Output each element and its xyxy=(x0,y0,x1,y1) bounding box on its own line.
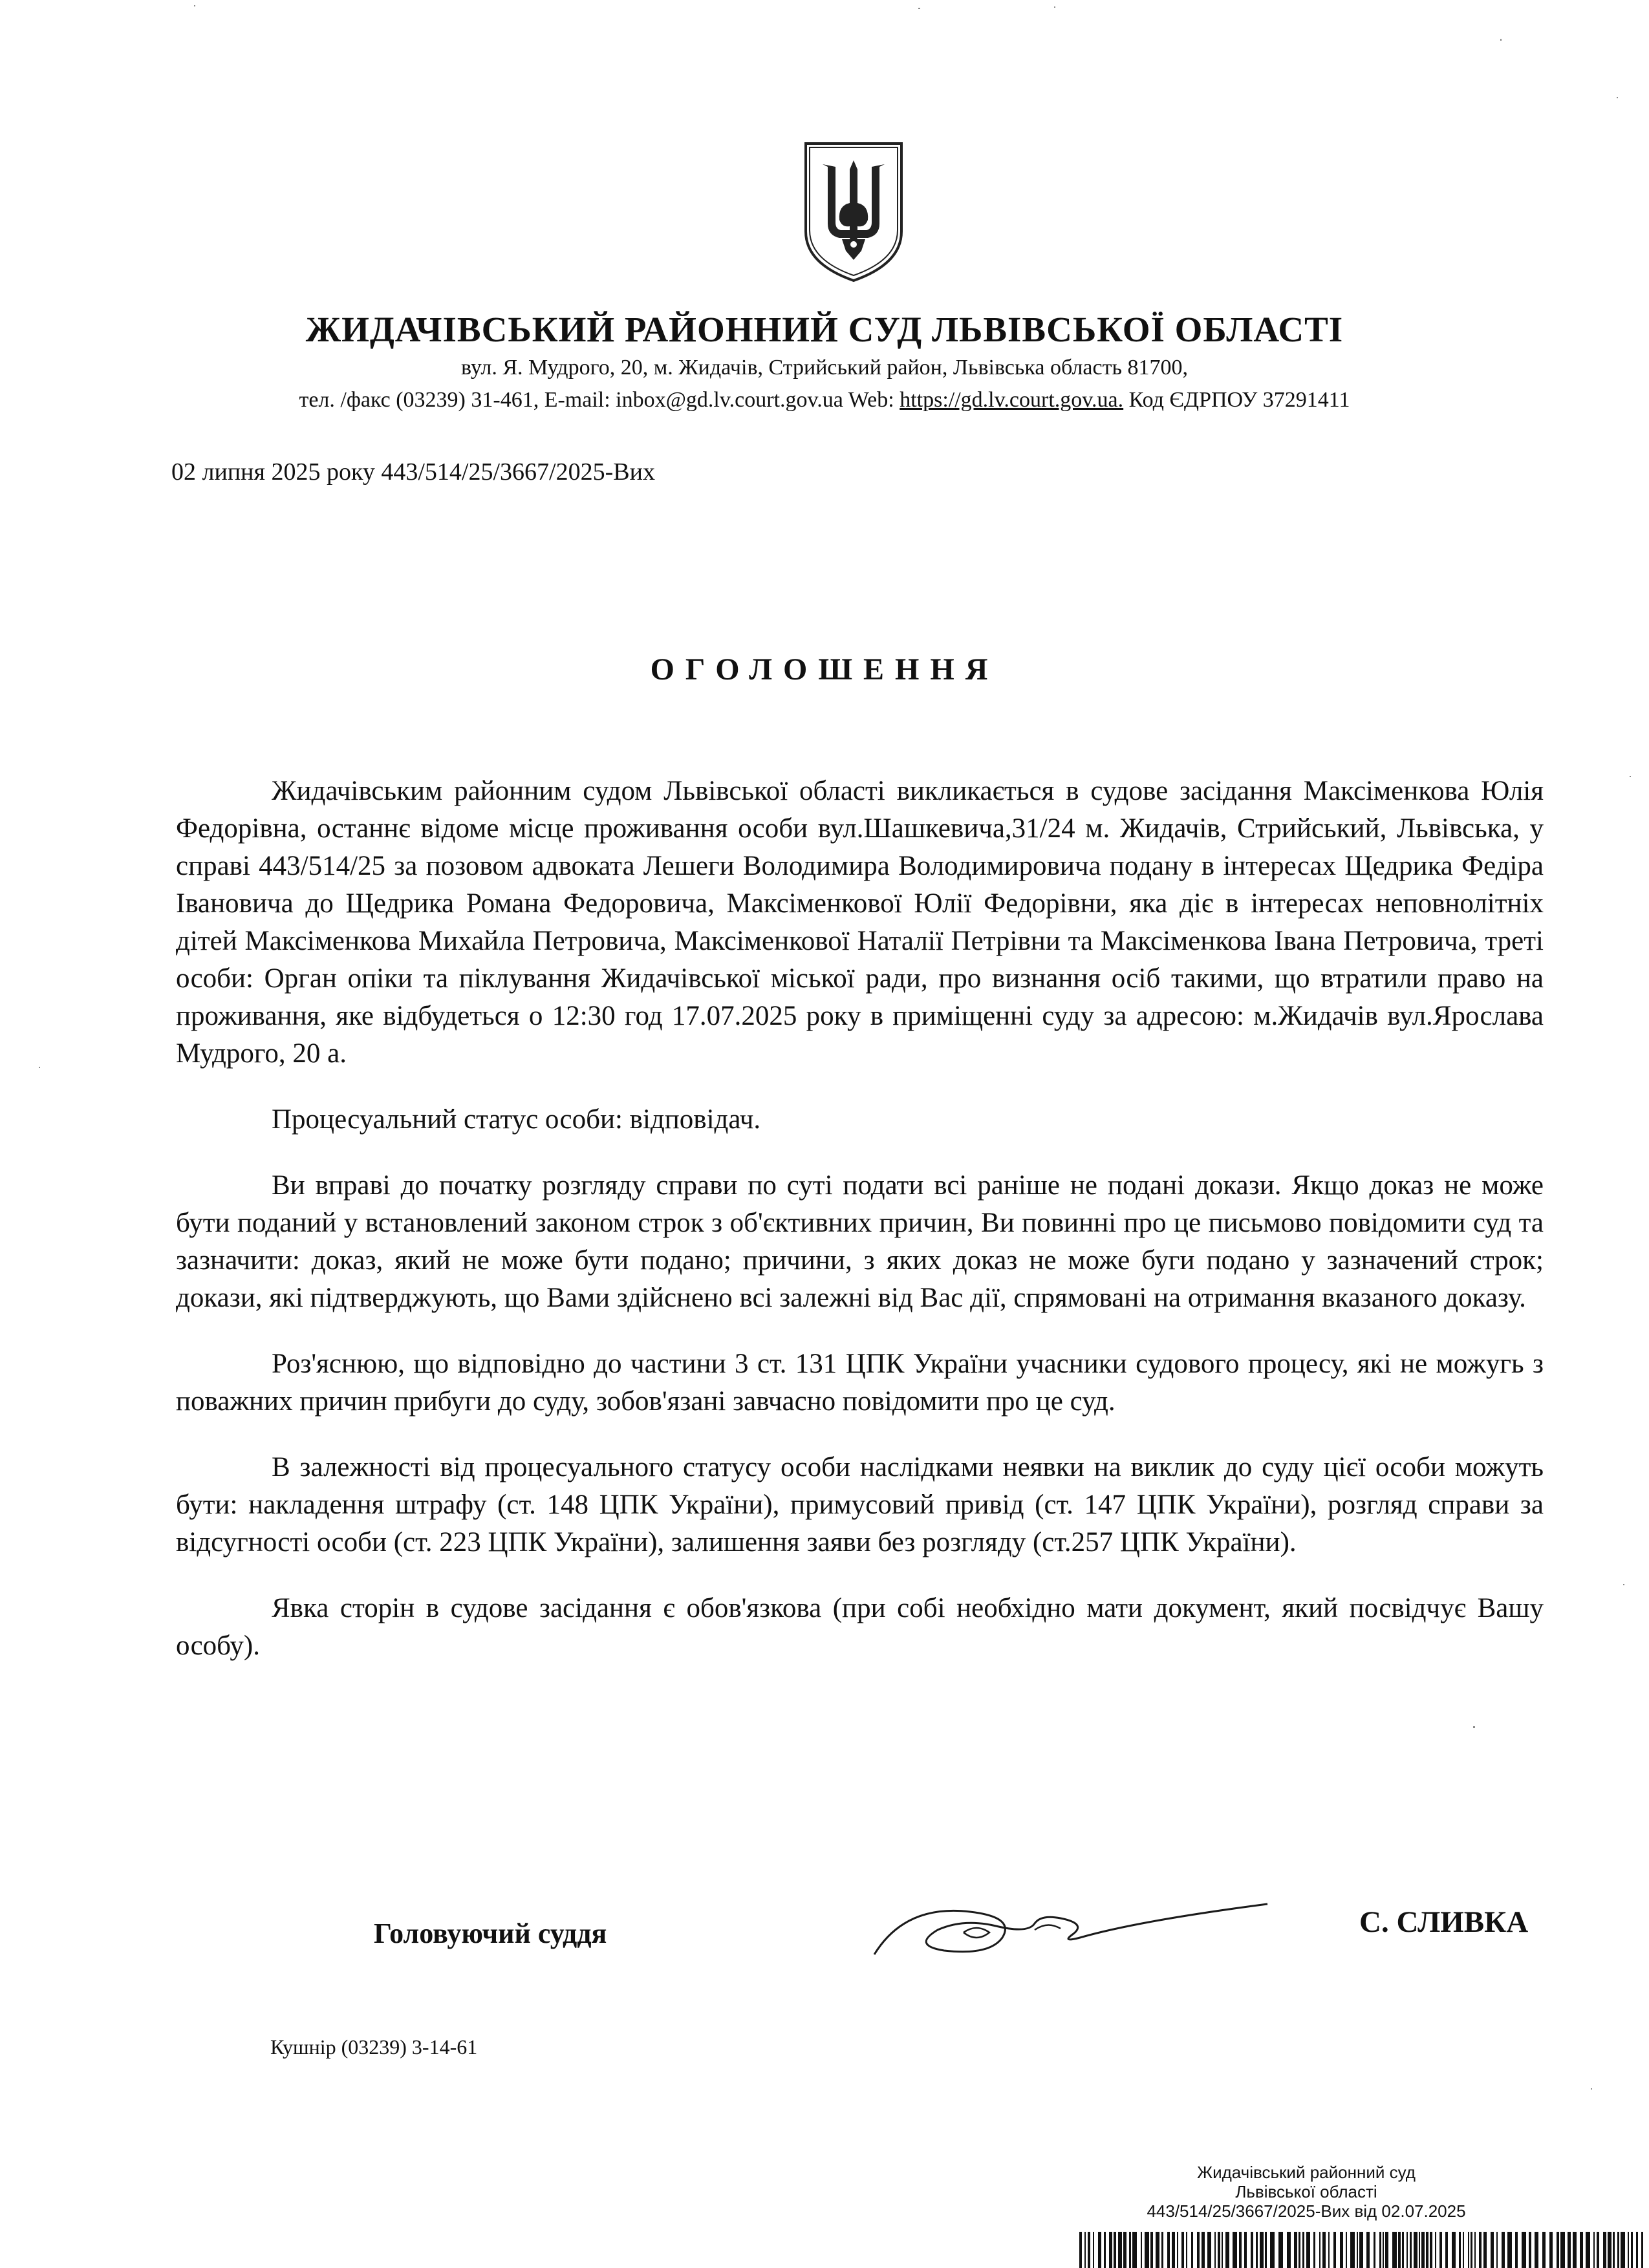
barcode-bar xyxy=(1302,2232,1304,2268)
barcode-bar xyxy=(1468,2232,1469,2268)
barcode-bar xyxy=(1114,2232,1116,2268)
barcode-bar xyxy=(1299,2232,1300,2268)
barcode-bar xyxy=(1132,2232,1137,2268)
barcode-bar xyxy=(1421,2232,1425,2268)
barcode-bar xyxy=(1167,2232,1170,2268)
barcode-bar xyxy=(1218,2232,1220,2268)
barcode-bar xyxy=(1207,2232,1211,2268)
barcode-bar xyxy=(1079,2232,1082,2268)
barcode-bar xyxy=(1256,2232,1258,2268)
barcode-bar xyxy=(1118,2232,1122,2268)
barcode-bar xyxy=(1239,2232,1242,2268)
barcode-bar xyxy=(1636,2232,1638,2268)
barcode-bar xyxy=(1522,2232,1526,2268)
paragraph-evidence: Ви вправі до початку розгляду справи по суті подати всі раніше не подані докази. Якщо доказ не може бути поданий у встановлений законом строк з об'єктивних причин, Ви повинні про це письмово повідомити суд та зазначити: доказ, який не може бути подано; причини, з яких доказ не може буги подано у зазначений строк; докази, які підтверджують, що Вами здійснено всі залежні від Вас дії, спрямовані на отримання вказаного доказу. xyxy=(176,1170,1544,1313)
barcode-bar xyxy=(1306,2232,1310,2268)
barcode-bar xyxy=(1287,2232,1291,2268)
barcode-bar xyxy=(1385,2232,1388,2268)
barcode-bar xyxy=(1379,2232,1381,2268)
barcode-bar xyxy=(1631,2232,1633,2268)
barcode-bar xyxy=(1608,2232,1611,2268)
clerk-contact: Кушнір (03239) 3-14-61 xyxy=(270,2035,478,2059)
barcode-bar xyxy=(1617,2232,1619,2268)
barcode-bar xyxy=(1214,2232,1216,2268)
court-address: вул. Я. Мудрого, 20, м. Жидачів, Стрийський район, Львівська область 81700, xyxy=(461,356,1188,380)
barcode-bar xyxy=(1491,2232,1494,2268)
barcode-bar xyxy=(1621,2232,1625,2268)
barcode-bar xyxy=(1383,2232,1384,2268)
barcode-bar xyxy=(1156,2232,1159,2268)
contacts-text: тел. /факс (03239) 31-461, E-mail: inbox@gd.lv.court.gov.ua Web: xyxy=(299,388,900,412)
barcode-bar xyxy=(1328,2232,1330,2268)
judge-role: Головуючий суддя xyxy=(374,1918,607,1949)
barcode-bar xyxy=(1191,2232,1193,2268)
paragraph-consequences: В залежності від процесуального статусу особи наслідками неявки на виклик до суду цієї особи можуть бути: накладення штрафу (ст. 148 ЦПК України), примусовий привід (ст. 147 ЦПК України), розгляд справи за відсугності особи (ст. 223 ЦПК України), залишення заяви без розгляду (ст.257 ЦПК України). xyxy=(176,1452,1544,1557)
paragraph-summons: Жидачівським районним судом Львівської області викликається в судове засідання Максіменкова Юлія Федорівна, останнє відоме місце проживання особи вул.Шашкевича,31/24 м. Жидачів, Стрийський, Львівська, у справі 443/514/25 за позовом адвоката Лешеги Володимира Володимировича подану в інтересах Щедрика Федіра Івановича до Щедрика Романа Федоровича, Максіменкової Юлії Федорівни, яка діє в інтересах неповнолітніх дітей Максіменкова Михайла Петровича, Максіменкової Наталії Петрівни та Максіменкова Івана Петровича, треті особи: Орган опіки та піклування Жидачівської міської ради, про визнання осіб такими, що втратили право на проживання, яке відбудеться о 12:30 год 17.07.2025 року в приміщенні суду за адресою: м.Жидачів вул.Ярослава Мудрого, 20 а. xyxy=(176,776,1544,1069)
stamp-region: Львівської області xyxy=(1235,2182,1377,2201)
barcode-bar xyxy=(1172,2232,1175,2268)
registration-stamp xyxy=(1086,2163,1526,2221)
barcode-bar xyxy=(1586,2232,1590,2268)
barcode-bar xyxy=(1202,2232,1205,2268)
barcode-bar xyxy=(1333,2232,1336,2268)
barcode-bar xyxy=(1507,2232,1512,2268)
barcode-bar xyxy=(1474,2232,1476,2268)
barcode-bar xyxy=(1502,2232,1505,2268)
barcode-bar xyxy=(1129,2232,1131,2268)
web-link[interactable]: https://gd.lv.court.gov.ua. xyxy=(900,388,1124,412)
handwritten-signature xyxy=(867,1878,1280,1975)
barcode-bar xyxy=(1222,2232,1223,2268)
court-name: ЖИДАЧІВСЬКИЙ РАЙОННИЙ СУД ЛЬВІВСЬКОЇ ОБЛАСТІ xyxy=(305,310,1344,349)
barcode-bar xyxy=(1366,2232,1370,2268)
barcode-bar xyxy=(1150,2232,1153,2268)
barcode-bar xyxy=(1430,2232,1432,2268)
barcode-bar xyxy=(1251,2232,1253,2268)
barcode-bar xyxy=(1265,2232,1267,2268)
barcode-bar xyxy=(1294,2232,1297,2268)
barcode-bar xyxy=(1426,2232,1428,2268)
stamp-reference: 443/514/25/3667/2025-Вих від 02.07.2025 xyxy=(1147,2201,1466,2221)
barcode-bar xyxy=(1479,2232,1482,2268)
barcode-bar xyxy=(1452,2232,1456,2268)
barcode-icon xyxy=(1077,2232,1646,2268)
barcode-bar xyxy=(1529,2232,1531,2268)
paragraph-status: Процесуальний статус особи: відповідач. xyxy=(272,1104,761,1135)
barcode-bar xyxy=(1350,2232,1355,2268)
barcode-bar xyxy=(1233,2232,1237,2268)
barcode-bar xyxy=(1535,2232,1538,2268)
barcode-bar xyxy=(1181,2232,1184,2268)
barcode-bar xyxy=(1402,2232,1404,2268)
stamp-court: Жидачівський районний суд xyxy=(1197,2163,1416,2182)
barcode-bar xyxy=(1093,2232,1094,2268)
barcode-bar xyxy=(1435,2232,1436,2268)
barcode-bar xyxy=(1542,2232,1546,2268)
barcode-bar xyxy=(1197,2232,1200,2268)
tryzub-coat-of-arms-icon xyxy=(802,141,905,283)
barcode-bar xyxy=(1496,2232,1498,2268)
barcode-bar xyxy=(1641,2232,1643,2268)
barcode-bar xyxy=(1357,2232,1358,2268)
barcode-bar xyxy=(1359,2232,1363,2268)
barcode-bar xyxy=(1573,2232,1577,2268)
barcode-bar xyxy=(1084,2232,1086,2268)
edrpou-code: Код ЄДРПОУ 37291411 xyxy=(1123,388,1350,412)
barcode-bar xyxy=(1319,2232,1320,2268)
barcode-bar xyxy=(1322,2232,1326,2268)
barcode-bar xyxy=(1568,2232,1571,2268)
barcode-bar xyxy=(1613,2232,1615,2268)
barcode-bar xyxy=(1597,2232,1599,2268)
barcode-bar xyxy=(1374,2232,1375,2268)
court-contacts xyxy=(0,388,1649,412)
barcode-bar xyxy=(1439,2232,1442,2268)
barcode-bar xyxy=(1109,2232,1112,2268)
barcode-bar xyxy=(1260,2232,1264,2268)
barcode-bar xyxy=(1186,2232,1187,2268)
barcode-bar xyxy=(1225,2232,1229,2268)
barcode-bar xyxy=(1145,2232,1149,2268)
barcode-bar xyxy=(1313,2232,1315,2268)
barcode-bar xyxy=(1549,2232,1553,2268)
barcode-bar xyxy=(1392,2232,1397,2268)
barcode-bar xyxy=(1557,2232,1559,2268)
barcode-bar xyxy=(1410,2232,1412,2268)
barcode-bar xyxy=(1628,2232,1629,2268)
barcode-bar xyxy=(1406,2232,1408,2268)
barcode-bar xyxy=(1471,2232,1472,2268)
barcode-bar xyxy=(1414,2232,1417,2268)
barcode-bar xyxy=(1104,2232,1106,2268)
barcode-bar xyxy=(1340,2232,1343,2268)
barcode-bar xyxy=(1419,2232,1420,2268)
paragraph-explanation: Роз'яснюю, що відповідно до частини 3 ст. 131 ЦПК України учасники судового процесу, які не можугь з поважних причин прибуги до суду, зобов'язані завчасно повідомити про це суд. xyxy=(176,1349,1544,1417)
barcode-bar xyxy=(1603,2232,1606,2268)
barcode-bar xyxy=(1244,2232,1247,2268)
barcode-bar xyxy=(1278,2232,1283,2268)
barcode-bar xyxy=(1580,2232,1583,2268)
barcode-bar xyxy=(1123,2232,1126,2268)
barcode-bar xyxy=(1593,2232,1595,2268)
paragraph-attendance: Явка сторін в судове засідання є обов'язкова (при собі необхідно мати документ, який посвідчує Вашу особу). xyxy=(176,1593,1544,1661)
barcode-bar xyxy=(1177,2232,1178,2268)
barcode-bar xyxy=(1515,2232,1518,2268)
barcode-bar xyxy=(1088,2232,1090,2268)
barcode-bar xyxy=(1346,2232,1347,2268)
barcode-bar xyxy=(1463,2232,1464,2268)
barcode-bar xyxy=(1098,2232,1101,2268)
announcement-body xyxy=(176,773,1544,1693)
barcode-bar xyxy=(1141,2232,1142,2268)
barcode-bar xyxy=(1161,2232,1163,2268)
barcode-bar xyxy=(1398,2232,1401,2268)
barcode-bar xyxy=(1560,2232,1565,2268)
judge-name: С. СЛИВКА xyxy=(1359,1905,1529,1939)
document-title: ОГОЛОШЕННЯ xyxy=(650,652,999,687)
barcode-bar xyxy=(1483,2232,1487,2268)
barcode-bar xyxy=(1445,2232,1448,2268)
barcode-bar xyxy=(1270,2232,1275,2268)
barcode-bar xyxy=(1459,2232,1461,2268)
reference-line: 02 липня 2025 року 443/514/25/3667/2025-Вих xyxy=(171,458,655,486)
